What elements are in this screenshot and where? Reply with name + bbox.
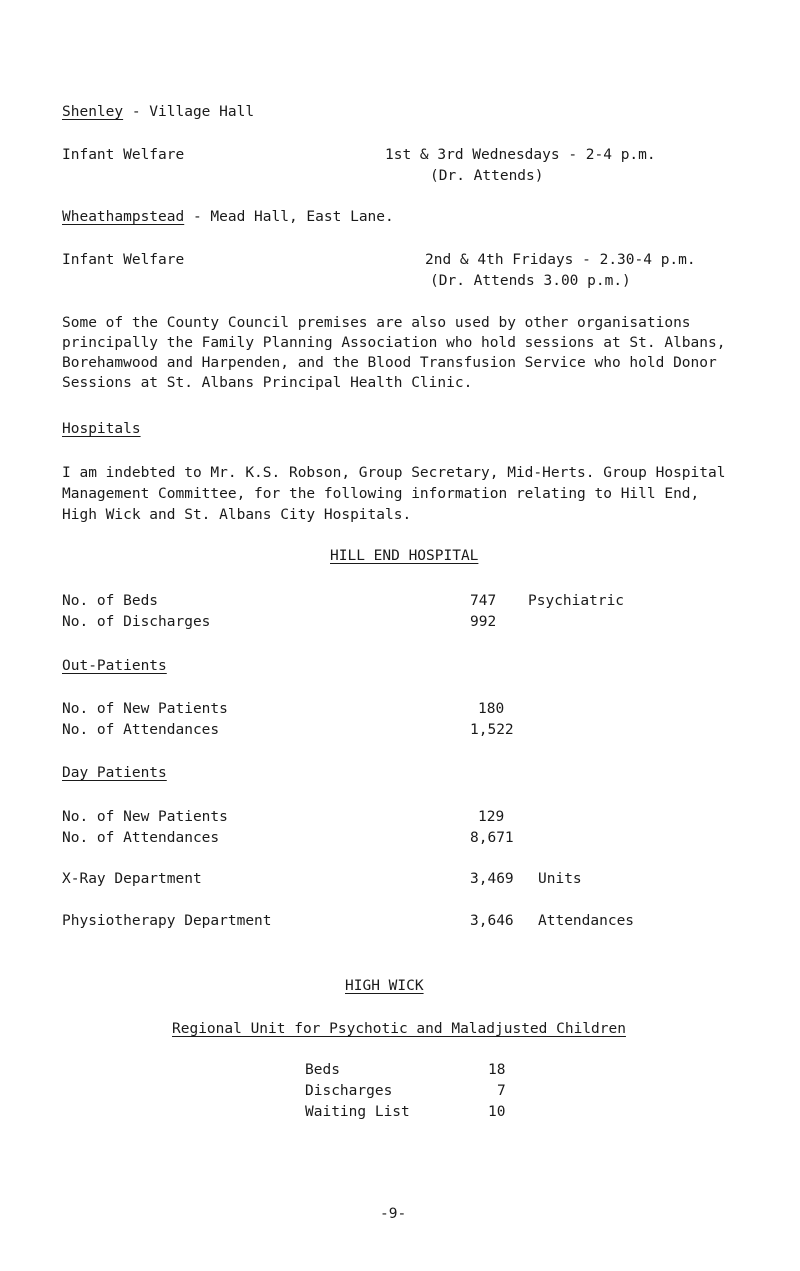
outpatients-heading: Out-Patients (62, 658, 167, 674)
xray-unit: Units (538, 871, 582, 887)
physio-value: 3,646 (470, 913, 514, 929)
xray-label: X-Ray Department (62, 871, 202, 887)
hospitals-line: Management Committee, for the following information relating to Hill End, (62, 486, 700, 502)
beds-label: No. of Beds (62, 593, 159, 609)
physio-label: Physiotherapy Department (62, 913, 272, 929)
page-number: -9- (380, 1206, 407, 1222)
xray-value: 3,469 (470, 871, 514, 887)
premises-line: Sessions at St. Albans Principal Health Clinic. (62, 375, 473, 391)
hospitals-line: High Wick and St. Albans City Hospitals. (62, 507, 412, 523)
physio-unit: Attendances (538, 913, 635, 929)
shenley-service: Infant Welfare (62, 147, 185, 163)
hw-beds-value: 18 (488, 1062, 506, 1078)
premises-line: Borehamwood and Harpenden, and the Blood Transfusion Service who hold Donor (62, 355, 717, 371)
hill-end-title: HILL END HOSPITAL (330, 548, 479, 564)
premises-line: principally the Family Planning Association who hold sessions at St. Albans, (62, 335, 726, 351)
dp-att-label: No. of Attendances (62, 830, 220, 846)
shenley-schedule: 1st & 3rd Wednesdays - 2-4 p.m. (385, 147, 656, 163)
wheathampstead-heading (62, 207, 394, 227)
op-att-value: 1,522 (470, 722, 514, 738)
discharges-label: No. of Discharges (62, 614, 211, 630)
dp-att-value: 8,671 (470, 830, 514, 846)
wheathampstead-schedule: 2nd & 4th Fridays - 2.30-4 p.m. (425, 252, 696, 268)
hw-beds-label: Beds (305, 1062, 340, 1078)
beds-note: Psychiatric (528, 593, 625, 609)
wheathampstead-service: Infant Welfare (62, 252, 185, 268)
shenley-venue: - Village Hall (123, 104, 255, 120)
dp-new-value: 129 (478, 809, 505, 825)
wheathampstead-note: (Dr. Attends 3.00 p.m.) (430, 273, 631, 289)
hospitals-line: I am indebted to Mr. K.S. Robson, Group Secretary, Mid-Herts. Group Hospital (62, 465, 726, 481)
op-new-label: No. of New Patients (62, 701, 228, 717)
high-wick-title: HIGH WICK (345, 978, 424, 994)
wheathampstead-place: Wheathampstead (62, 209, 185, 225)
premises-line: Some of the County Council premises are also used by other organisations (62, 315, 691, 331)
shenley-note: (Dr. Attends) (430, 168, 544, 184)
high-wick-subtitle: Regional Unit for Psychotic and Maladjusted Children (172, 1021, 626, 1037)
daypatients-heading: Day Patients (62, 765, 167, 781)
hw-discharges-label: Discharges (305, 1083, 393, 1099)
discharges-value: 992 (470, 614, 497, 630)
hw-discharges-value: 7 (497, 1083, 506, 1099)
hw-waiting-value: 10 (488, 1104, 506, 1120)
hw-waiting-label: Waiting List (305, 1104, 410, 1120)
shenley-heading (62, 102, 254, 122)
beds-value: 747 (470, 593, 497, 609)
op-att-label: No. of Attendances (62, 722, 220, 738)
hospitals-heading: Hospitals (62, 421, 141, 437)
op-new-value: 180 (478, 701, 505, 717)
wheathampstead-venue: - Mead Hall, East Lane. (184, 209, 394, 225)
shenley-place: Shenley (62, 104, 124, 120)
dp-new-label: No. of New Patients (62, 809, 228, 825)
